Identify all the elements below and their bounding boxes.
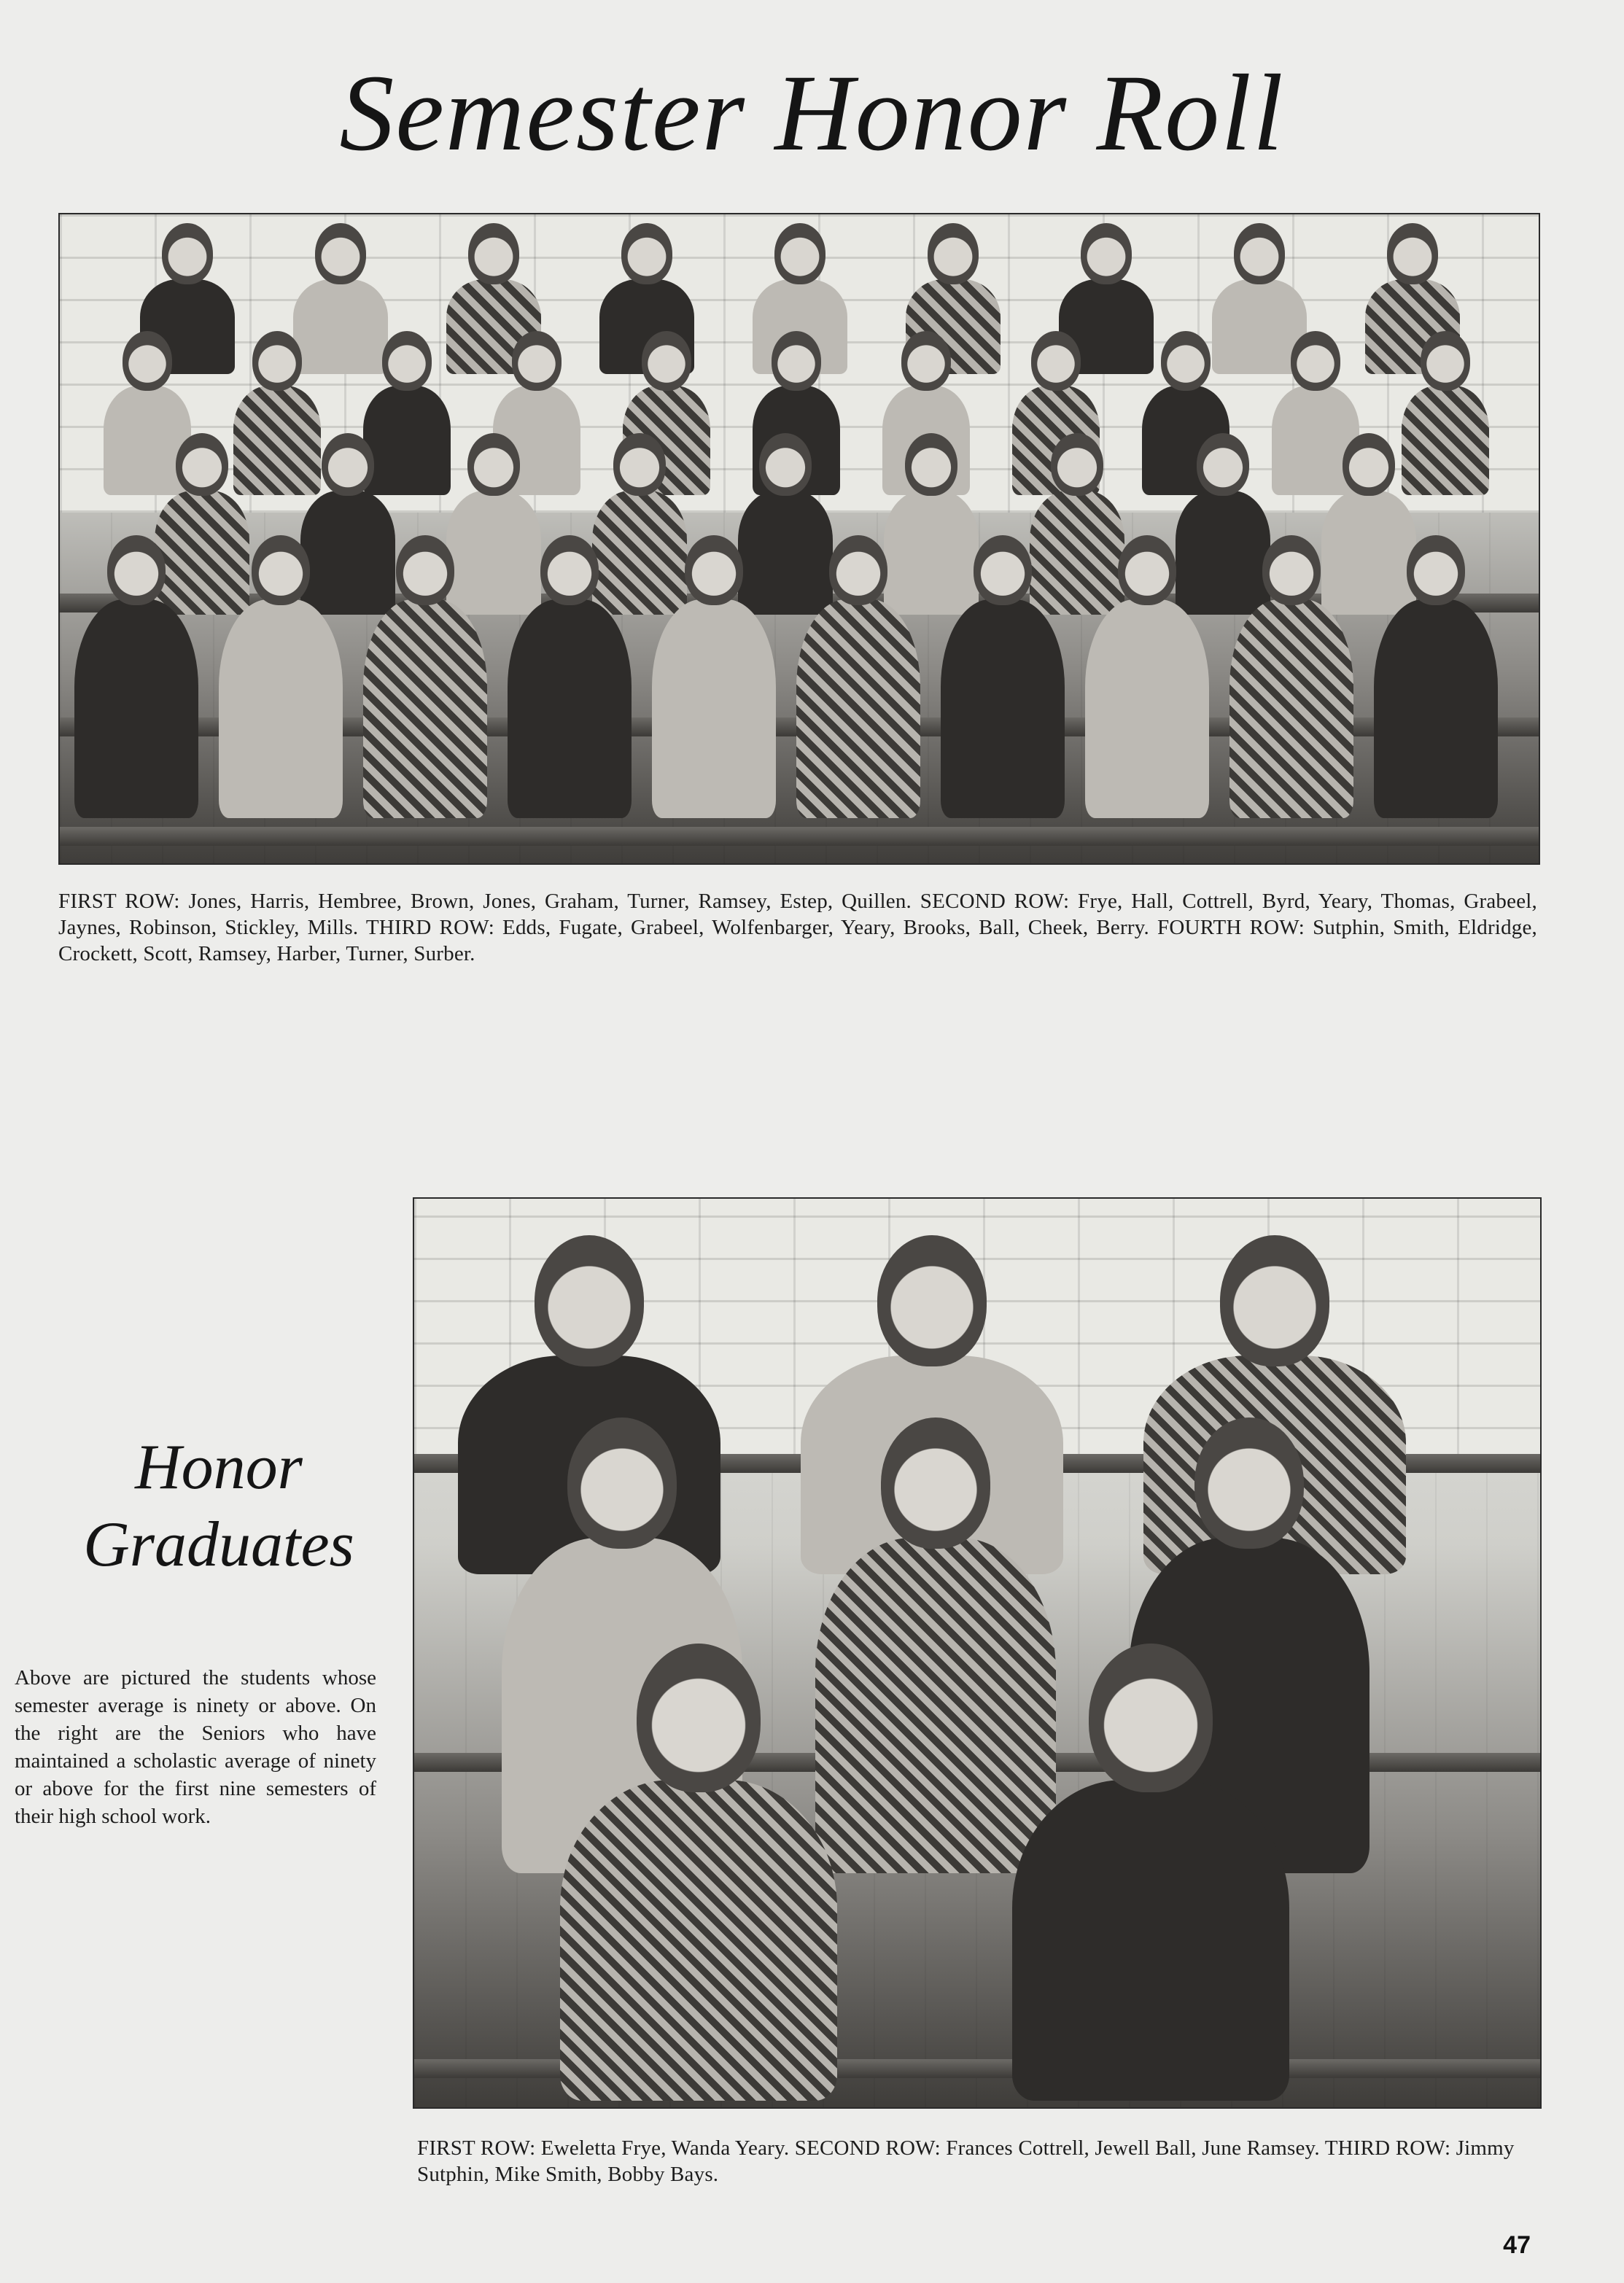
person-body xyxy=(74,599,198,818)
honor-graduates-description: Above are pictured the students whose semester average is ninety or above. On the right are the Seniors who have maintained a scholastic average of ninety or above for the first nine semesters of their high school work. xyxy=(15,1666,376,1828)
person-body xyxy=(293,279,388,374)
person-body xyxy=(363,386,451,495)
person-head xyxy=(759,433,812,496)
person-head xyxy=(642,331,691,391)
person-head xyxy=(1343,433,1395,496)
person-body xyxy=(560,1780,837,2101)
person-head xyxy=(901,331,951,391)
person-body xyxy=(1176,491,1270,615)
person-head xyxy=(1081,223,1132,284)
heading-line-graduates: Graduates xyxy=(83,1509,354,1580)
person-body xyxy=(1085,599,1209,818)
person-body xyxy=(219,599,343,818)
person-head xyxy=(1197,433,1249,496)
person-head xyxy=(396,535,454,605)
person-head xyxy=(1118,535,1176,605)
person-head xyxy=(774,223,825,284)
person-head xyxy=(621,223,672,284)
person-body xyxy=(592,491,687,615)
person-head xyxy=(468,223,519,284)
person-head xyxy=(881,1417,990,1549)
person-head xyxy=(322,433,374,496)
person-head xyxy=(974,535,1032,605)
person-head xyxy=(1194,1417,1304,1549)
person-head xyxy=(1031,331,1081,391)
person-head xyxy=(1220,1235,1329,1366)
person-body xyxy=(884,491,979,615)
person-body xyxy=(1012,1780,1289,2101)
person-body xyxy=(796,599,920,818)
person-head xyxy=(685,535,743,605)
person-head xyxy=(162,223,213,284)
person-head xyxy=(1234,223,1285,284)
person-head xyxy=(107,535,166,605)
person-body xyxy=(300,491,395,615)
person-head xyxy=(1387,223,1438,284)
person-body xyxy=(652,599,776,818)
person-head xyxy=(1262,535,1321,605)
person-body xyxy=(1402,386,1489,495)
person-head xyxy=(829,535,887,605)
page-title: Semester Honor Roll xyxy=(339,52,1285,174)
person-head xyxy=(252,535,310,605)
person-head xyxy=(772,331,821,391)
person-head xyxy=(1089,1644,1213,1792)
person-body xyxy=(363,599,487,818)
person-body xyxy=(155,491,249,615)
person-head xyxy=(1291,331,1340,391)
person-body xyxy=(815,1538,1056,1873)
person-head xyxy=(252,331,302,391)
person-head xyxy=(315,223,366,284)
person-head xyxy=(1421,331,1470,391)
person-head xyxy=(467,433,520,496)
honor-graduates-heading xyxy=(29,1429,408,1584)
person-head xyxy=(123,331,172,391)
person-head xyxy=(1161,331,1211,391)
person-head xyxy=(512,331,562,391)
person-body xyxy=(1374,599,1498,818)
person-head xyxy=(382,331,432,391)
person-head xyxy=(877,1235,987,1366)
bleacher-row xyxy=(60,827,1539,846)
person-head xyxy=(540,535,599,605)
person-body xyxy=(233,386,321,495)
honor-graduates-caption: FIRST ROW: Eweletta Frye, Wanda Yeary. SECOND ROW: Frances Cottrell, Jewell Ball, June Ramsey. THIRD ROW: Jimmy Sutphin, Mike Smith, Bobby Bays. xyxy=(417,2136,1515,2186)
honor-roll-group-photo xyxy=(58,213,1540,865)
person-head xyxy=(1051,433,1103,496)
person-body xyxy=(1030,491,1124,615)
person-body xyxy=(446,491,541,615)
person-head xyxy=(905,433,957,496)
honor-graduates-photo xyxy=(413,1197,1542,2109)
person-head xyxy=(637,1644,761,1792)
person-head xyxy=(535,1235,644,1366)
person-body xyxy=(1229,599,1353,818)
person-head xyxy=(928,223,979,284)
person-body xyxy=(941,599,1065,818)
person-head xyxy=(176,433,228,496)
person-head xyxy=(613,433,666,496)
person-body xyxy=(1321,491,1416,615)
person-head xyxy=(567,1417,677,1549)
person-body xyxy=(738,491,833,615)
person-body xyxy=(508,599,632,818)
heading-line-honor: Honor xyxy=(135,1432,303,1503)
page-number: 47 xyxy=(1503,2231,1531,2259)
honor-roll-caption: FIRST ROW: Jones, Harris, Hembree, Brown, Jones, Graham, Turner, Ramsey, Estep, Quillen. SECOND ROW: Frye, Hall, Cottrell, Byrd, Yeary, Thomas, Grabeel, Jaynes, Robinson, Stickley, Mills. THIRD ROW: Edds, Fugate, Grabeel, Wolfenbarger, Yeary, Brooks, Ball, Cheek, Berry. FOURTH ROW: Sutphin, Smith, Eldridge, Crockett, Scott, Ramsey, Harber, Turner, Surber. xyxy=(58,890,1537,965)
person-head xyxy=(1407,535,1465,605)
